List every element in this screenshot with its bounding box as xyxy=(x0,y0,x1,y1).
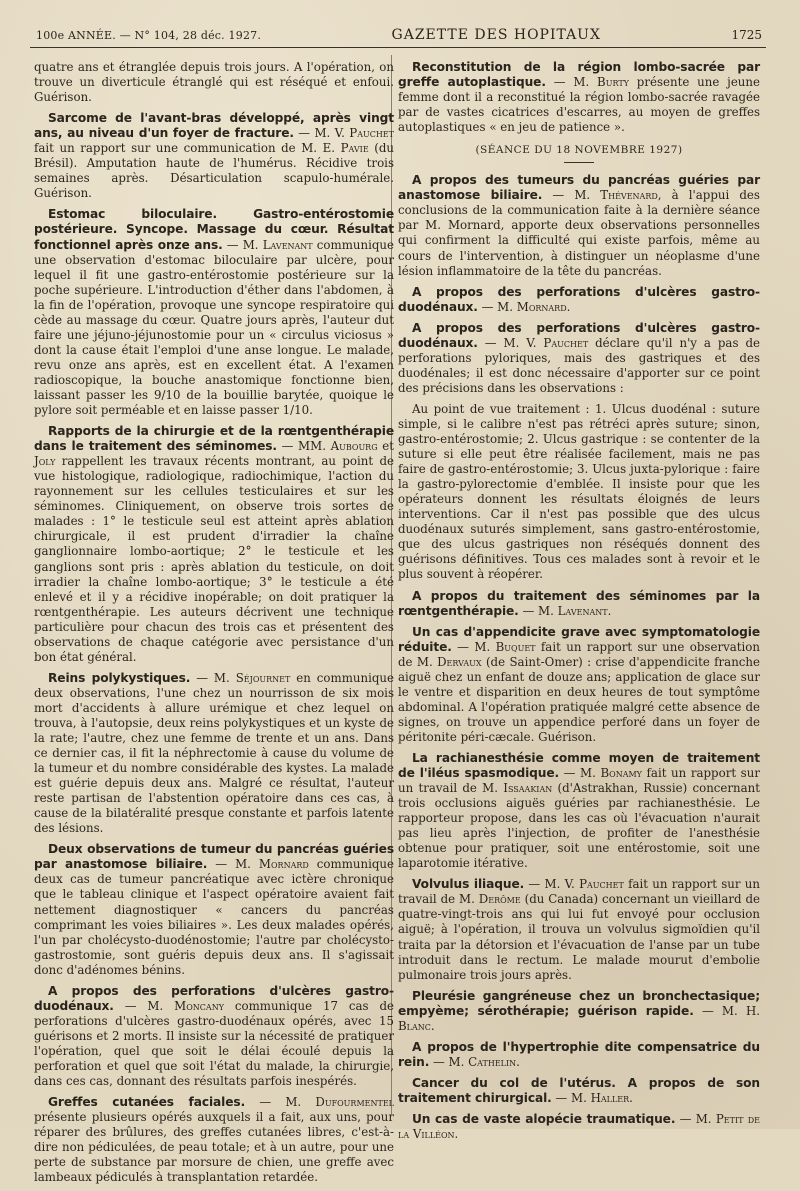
text-run: communique 17 cas de perforations d'ulcères gastro-duodénaux opérés, avec 15 guérisons et 2 morts. Il insiste sur la nécessité de pratiquer l'opération, quel que soit le délai écoulé depuis la perforation et quel que soit l'état du malade, la chirurgie, dans ces cas, donnant des résultats parfois inespérés. xyxy=(34,998,394,1089)
text-run: . xyxy=(629,1090,633,1105)
article-title: Sarcome de l'avant-bras développé, après vingt ans, au niveau d'un foyer de fracture. xyxy=(34,111,394,141)
text-run: , à l'appui des conclusions de la communication faite à la dernière séance par M. Mornard, apporte deux observations personnelles qui confirment la difficulté qui existe parfois, même au cours de l'intervention, à distinguer un néoplasme d'une lésion inflammatoire de la tête du pancréas. xyxy=(398,188,760,278)
text-run: fait un rapport sur une communication de M. E. xyxy=(34,141,341,156)
article-title: Cancer du col de l'utérus. A propos de son traitement chirurgical. xyxy=(398,1075,760,1105)
article-paragraph xyxy=(34,842,394,977)
author-name: Thévenard xyxy=(600,188,658,203)
article-paragraph xyxy=(398,321,760,396)
author-name: Dervaux xyxy=(437,654,482,669)
text-run: — M. xyxy=(477,299,517,314)
text-run: (du Canada) concernant un vieillard de quatre-vingt-trois ans qui lui fut envoyé pour occlusion aiguë; à l'opération, il trouva un volvulus sigmoïdien qu'il traita par la détorsion et l'évacuation de l'anse par un tube introduit dans le rectum. Le malade mourut d'embolie pulmonaire trois jours après. xyxy=(398,892,760,982)
article-paragraph xyxy=(34,207,394,418)
author-name: Mornard xyxy=(516,299,567,314)
author-name: Burty xyxy=(597,75,629,90)
author-name: Pauchet xyxy=(543,335,589,350)
text-run: . xyxy=(516,1054,520,1069)
text-run: en communique deux observations, l'une chez un nourrisson de six mois mort d'accidents à allure urémique et chez lequel on trouva, à l'autopsie, deux reins polykystiques et un kyste de la rate; l'autre, chez une femme de trente et un ans. Dans ce dernier cas, il fit la néphrectomie à cause du volume de la tumeur et du nombre considérable des kystes. La malade est guérie depuis deux ans. Malgré ce résultat, l'auteur reste partisan de l'abstention opératoire dans ces cas, à cause de la bilatéralité presque constante et parfois latente des lésions. xyxy=(34,670,394,836)
article-paragraph: quatre ans et étranglée depuis trois jours. A l'opération, on trouve un diverticule étranglé qui est réséqué et enfoui. Guérison. xyxy=(34,60,394,105)
article-paragraph xyxy=(398,173,760,278)
text-run: communique deux cas de tumeur pancréatique avec ictère chronique que le tableau clinique et l'aspect opératoire avaient fait nettement diagnostiquer « cancers du pancréas comprimant les voies biliaires ». Les deux malades opérés, l'un par cholécysto-duodénostomie; l'autre par cholécysto-gastrostomie, sont guéris depuis deux ans. Il s'agissait donc d'adénomes bénins. xyxy=(34,857,394,977)
text-run: . xyxy=(566,299,571,314)
page-header xyxy=(36,24,762,46)
page-number: 1725 xyxy=(731,28,762,42)
text-run: présente une jeune femme dont il a reconstitué la région lombo-sacrée ravagée par de vastes cicatrices d'escarres, au moyen de greffes autoplastiques « en jeu de patience ». xyxy=(398,75,760,135)
article-paragraph xyxy=(34,984,394,1089)
text-run: — M. V. xyxy=(477,335,544,350)
article-title: A propos des tumeurs du pancréas guéries par anastomose biliaire. xyxy=(398,173,760,203)
text-run: — M. V. xyxy=(293,126,350,141)
text-run: — M. xyxy=(559,766,601,781)
article-paragraph xyxy=(34,111,394,201)
author-name: Pauchet xyxy=(349,126,394,141)
text-run: communique une observation d'estomac biloculaire par ulcère, pour lequel il fit une gastro-entérostomie postérieure sur la poche supérieure. L'introduction d'éther dans l'abdomen, à la fin de l'opération, provoque une syncope respiratoire qui cède au massage du cœur. Quatre jours après, l'auteur dut faire une jéjuno-jéjunostomie pour un « circulus viciosus » dont la cause était l'emploi d'une anse longue. Le malade, revu onze ans après, est en excellent état. A l'examen radioscopique, la bouche anastomique fonctionne bien, laissant passer les 9/10 de la bouillie barytée, quoique le pylore soit perméable et en laisse passer 1/10. xyxy=(34,237,394,418)
text-run: — M. V. xyxy=(524,877,580,892)
text-run: — M. xyxy=(113,998,175,1013)
article-title: Rapports de la chirurgie et de la rœntgenthérapie dans le traitement des séminomes. xyxy=(34,424,394,454)
text-run: (du Brésil). Amputation haute de l'humérus. Récidive trois semaines après. Désarticulation scapulo-humérale. Guérison. xyxy=(34,141,394,201)
text-run: — M. H. xyxy=(693,1003,760,1018)
author-name: Issaakian xyxy=(503,781,553,796)
author-name: Lavenant xyxy=(262,237,313,252)
article-title: A propos du traitement des séminomes par la rœntgenthérapie. xyxy=(398,588,760,618)
author-name: Mornard xyxy=(258,857,309,872)
text-run: — M. xyxy=(222,237,263,252)
header-rule xyxy=(30,47,766,48)
article-title: Volvulus iliaque. xyxy=(412,877,525,892)
article-title: La rachianesthésie comme moyen de traitement de l'iléus spasmodique. xyxy=(398,750,760,781)
author-name: Dufourmentel xyxy=(315,1095,394,1110)
author-name: Cathelin xyxy=(468,1054,517,1069)
session-rule xyxy=(564,162,594,163)
text-run: — M. xyxy=(675,1112,716,1126)
text-run: rappellent les travaux récents montrant, au point de vue histologique, radiologique, radiochimique, l'action du rayonnement sur les cellules testiculaires et sur les séminomes. Cliniquement, on observe trois sortes de malades : 1° le testicule seul est atteint après ablation chirurgicale, il est prudent d'irradier la chaîne ganglionnaire lombo-aortique; 2° le testicule et les ganglions sont pris : après ablation du testicule, on doit irradier la chaîne lombo-aortique; 3° le testicule a été enlevé et il y a récidive inopérable; on doit pratiquer la rœntgenthérapie. Les auteurs décrivent une technique particulière pour chacun des trois cas et présentent des observations de chaque catégorie avec persistance d'un bon état général. xyxy=(34,454,394,664)
author-name: Derôme xyxy=(478,892,521,907)
right-column xyxy=(398,60,760,1148)
text-run: (de Saint-Omer) : crise d'appendicite franche aiguë chez un enfant de douze ans; application de glace sur le ventre et disparition en deux heures de tout symptôme abdominal. A l'opération pratiquée malgré cette absence de signes, on trouve un appendice perforé dans un foyer de péritonite péri-cæcale. Guérison. xyxy=(398,654,760,744)
article-paragraph xyxy=(398,877,760,982)
article-paragraph xyxy=(398,285,760,315)
text-run: — M. xyxy=(551,1090,591,1105)
article-title: A propos des perforations d'ulcères gastro-duodénaux. xyxy=(398,320,760,350)
text-run: — MM. xyxy=(276,439,331,454)
journal-title: GAZETTE DES HOPITAUX xyxy=(391,27,601,43)
text-run: — M. xyxy=(207,857,259,872)
session-heading: (SÉANCE DU 18 NOVEMBRE 1927) xyxy=(475,144,683,157)
author-name: Buquet xyxy=(495,639,536,654)
article-paragraph xyxy=(398,1076,760,1106)
article-paragraph xyxy=(398,625,760,745)
article-title: A propos des perforations d'ulcères gastro-duodénaux. xyxy=(398,284,760,314)
text-run: fait un rapport sur un travail de M. xyxy=(398,766,760,796)
text-run: et xyxy=(377,439,394,454)
text-run: — M. xyxy=(245,1095,316,1110)
text-run: fait un rapport sur un travail de M. xyxy=(398,877,760,907)
article-paragraph xyxy=(398,60,760,135)
text-run: — M. xyxy=(429,1054,469,1069)
article-paragraph xyxy=(398,1112,760,1142)
text-run: présente plusieurs opérés auxquels il a fait, aux uns, pour réparer des brûlures, des greffes cutanées libres, c'est-à-dire non pédiculées, de peau totale; et à un autre, pour une perte de substance par morsure de chien, une greffe avec lambeaux pédiculés à transplantation retardée. xyxy=(34,1110,394,1185)
article-title: Reconstitution de la région lombo-sacrée par greffe autoplastique. xyxy=(398,60,760,90)
issue-info: 100e ANNÉE. — N° 104, 28 déc. 1927. xyxy=(36,28,262,42)
text-run: . xyxy=(430,1018,435,1033)
text-run: déclare qu'il n'y a pas de perforations pyloriques, mais des gastriques et des duodénales; il est donc nécessaire d'apporter sur ce point des précisions dans les observations : xyxy=(398,335,760,395)
author-name: Moncany xyxy=(174,998,224,1013)
text-run: — M. xyxy=(518,603,558,618)
article-paragraph xyxy=(398,1040,760,1070)
text-run: fait un rapport sur une observation de M. xyxy=(398,639,760,669)
article-title: Un cas d'appendicite grave avec symptomatologie réduite. xyxy=(398,624,760,654)
article-title: A propos des perforations d'ulcères gastro-duodénaux. xyxy=(34,983,394,1013)
text-run: — M. xyxy=(545,75,598,90)
article-title: Pleurésie gangréneuse chez un bronchectasique; empyème; sérothérapie; guérison rapide. xyxy=(398,988,760,1018)
article-paragraph xyxy=(34,1095,394,1185)
text-run: — M. xyxy=(542,188,601,203)
author-name: Lavenant xyxy=(557,603,608,618)
article-title: Greffes cutanées faciales. xyxy=(48,1095,246,1110)
article-paragraph xyxy=(34,671,394,837)
author-name: Pauchet xyxy=(579,877,624,892)
author-name: Blanc xyxy=(398,1018,431,1033)
left-column xyxy=(34,60,394,1191)
author-name: Pavie xyxy=(340,141,369,156)
author-name: Aubourg xyxy=(330,439,378,454)
text-run: — M. xyxy=(190,670,236,685)
article-paragraph xyxy=(398,751,760,871)
article-title: Un cas de vaste alopécie traumatique. xyxy=(412,1112,676,1126)
article-title: A propos de l'hypertrophie dite compensatrice du rein. xyxy=(398,1039,760,1069)
author-name: Séjournet xyxy=(235,670,291,685)
article-paragraph: Au point de vue traitement : 1. Ulcus duodénal : suture simple, si le calibre n'est pas rétréci après suture; sinon, gastro-entérostomie; 2. Ulcus gastrique : se contenter de la suture si elle peut être réalisée facilement, mais ne pas faire de gastro-entérostomie; 3. Ulcus juxta-pylorique : faire la gastro-pylorectomie d'emblée. Il insiste pour que les opérateurs donnent les résultats éloignés de leurs interventions. Car il n'est pas possible que des ulcus duodénaux suturés simplement, sans gastro-entérostomie, que des ulcus gastriques non réséqués donnent des guérisons définitives. Tous ces malades sont à revoir et le plus souvent à réopérer. xyxy=(398,401,760,582)
author-name: Bonamy xyxy=(600,766,642,781)
text-run: (d'Astrakhan, Russie) concernant trois occlusions aiguës guéries par rachianesthésie. Le rapporteur propose, dans les cas où l'évacuation n'aurait pas lieu après l'injection, de profiter de l'anesthésie obtenue pour pratiquer, soit une entérostomie, soit une laparotomie itérative. xyxy=(398,781,760,871)
article-title: Reins polykystiques. xyxy=(48,670,191,685)
text-run: . xyxy=(607,603,612,618)
text-run: — M. xyxy=(451,639,496,654)
author-name: Joly xyxy=(34,454,56,469)
text-run: . xyxy=(454,1127,459,1142)
article-paragraph xyxy=(398,589,760,619)
article-title: Deux observations de tumeur du pancréas guéries par anastomose biliaire. xyxy=(34,842,394,872)
article-paragraph xyxy=(398,989,760,1034)
article-title: Estomac biloculaire. Gastro-entérostomie postérieure. Syncope. Massage du cœur. Résultat fonctionnel après onze ans. xyxy=(34,207,394,252)
author-name: Petit de la Villéon xyxy=(398,1112,760,1142)
author-name: Haller xyxy=(590,1090,630,1105)
article-paragraph xyxy=(34,424,394,665)
